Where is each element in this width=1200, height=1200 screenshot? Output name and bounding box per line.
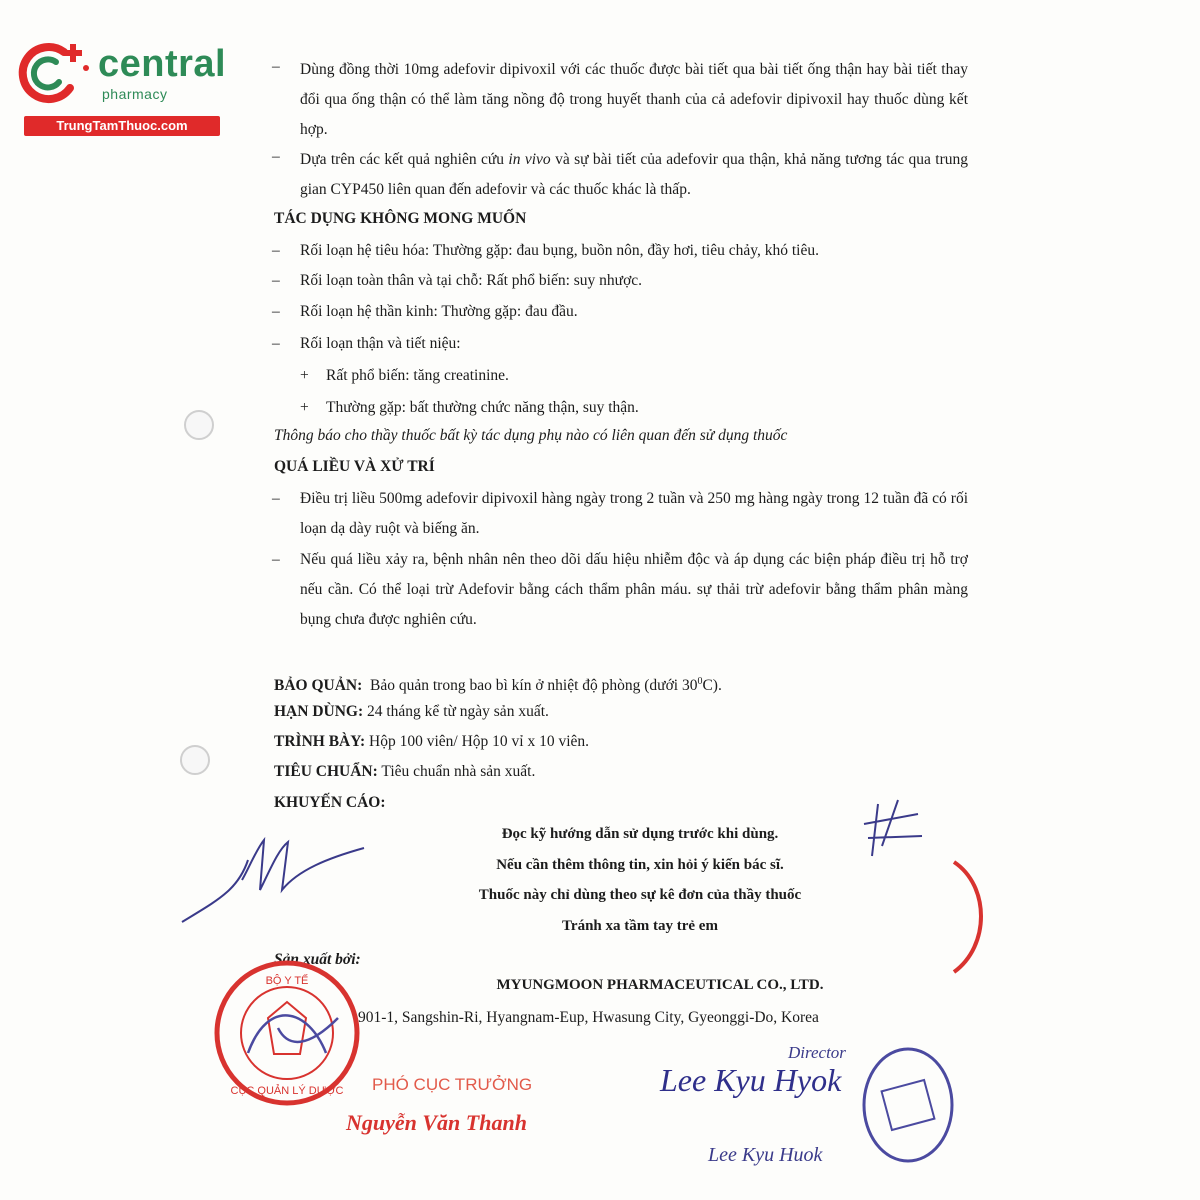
bullet-dash: – [272, 242, 280, 259]
brand-sub: pharmacy [102, 86, 168, 102]
manufacturer-address: 901-1, Sangshin-Ri, Hyangnam-Eup, Hwasung City, Gyeonggi-Do, Korea [358, 1009, 819, 1026]
shelf-label: HẠN DÙNG: [274, 703, 364, 720]
bullet-dash: – [272, 551, 280, 568]
punch-hole [184, 410, 214, 440]
side-effect-item: Rối loạn toàn thân và tại chỗ: Rất phổ biến: suy nhược. [300, 272, 643, 289]
bullet-dash: – [272, 303, 280, 320]
warning-line [274, 788, 386, 818]
bullet-plus: + [300, 399, 309, 416]
bullet-plus: + [300, 367, 309, 384]
director-signature: Lee Kyu Hyok [660, 1062, 842, 1098]
standard-label: TIÊU CHUẨN: [274, 763, 378, 780]
side-effect-item: Rối loạn thận và tiết niệu: [300, 335, 461, 352]
warning-text: Đọc kỹ hướng dẫn sử dụng trước khi dùng. [501, 826, 779, 842]
side-effect-item: Rối loạn hệ tiêu hóa: Thường gặp: đau bụng, buồn nôn, đầy hơi, tiêu chảy, khó tiêu. [300, 242, 819, 259]
overdose-paragraph-2: Nếu quá liều xảy ra, bệnh nhân nên theo dõi dấu hiệu nhiễm độc và áp dụng các biện pháp điều trị hỗ trợ nếu cần. Có thể loại trừ Adefovir bằng cách thẩm phân máu. sự thải trừ adefovir bằng thẩm phân màng bụng chưa được nghiên cứu. [300, 551, 968, 628]
storage-label: BẢO QUẢN: [274, 677, 363, 695]
warning-label: KHUYẾN CÁO: [274, 794, 386, 811]
side-effect-subitem: Thường gặp: bất thường chức năng thận, suy thận. [326, 399, 639, 416]
shelf-value: 24 tháng kể từ ngày sản xuất. [367, 703, 549, 720]
director-printed-name: Lee Kyu Huok [708, 1144, 823, 1166]
standard-value: Tiêu chuẩn nhà sản xuất. [381, 763, 536, 780]
text-segment: Dựa trên các kết quả nghiên cứu [300, 151, 509, 168]
section-heading-overdose: QUÁ LIỀU VÀ XỬ TRÍ [274, 458, 435, 475]
side-effect-item: Rối loạn hệ thần kinh: Thường gặp: đau đầu. [300, 303, 578, 320]
approval-stamp-seal [208, 958, 366, 1108]
warning-text: Nếu cần thêm thông tin, xin hỏi ý kiến bác sĩ. [496, 857, 784, 873]
manufacturer-label: Sản xuất bởi: [274, 951, 361, 968]
approval-name: Nguyễn Văn Thanh [346, 1110, 527, 1135]
punch-hole [180, 745, 210, 775]
warning-text: Thuốc này chỉ dùng theo sự kê đơn của thầy thuốc [478, 887, 802, 903]
side-effect-note: Thông báo cho thầy thuốc bất kỳ tác dụng phụ nào có liên quan đến sử dụng thuốc [274, 427, 788, 444]
standard-line [274, 757, 535, 787]
partial-stamp-right [950, 856, 990, 976]
manufacturer-name: MYUNGMOON PHARMACEUTICAL CO., LTD. [496, 977, 824, 993]
shelf-life-line [274, 697, 549, 727]
overdose-paragraph-1: Điều trị liều 500mg adefovir dipivoxil hàng ngày trong 2 tuần và 250 mg hàng ngày trong 12 tuần đã có rối loạn dạ dày ruột và biếng ăn. [300, 490, 968, 537]
pharmacy-cross-icon [12, 38, 92, 113]
section-heading-side-effects: TÁC DỤNG KHÔNG MONG MUỐN [274, 210, 527, 227]
director-title: Director [788, 1043, 846, 1062]
approval-title: PHÓ CỤC TRƯỞNG [372, 1075, 533, 1094]
signature-right-image [858, 796, 928, 866]
storage-sup: 0 [697, 676, 703, 687]
storage-value: Bảo quản trong bao bì kín ở nhiệt độ phòng (dưới 30 [370, 677, 698, 695]
central-pharmacy-logo[interactable] [12, 38, 227, 138]
pack-label: TRÌNH BÀY: [274, 733, 366, 750]
bullet-dash: – [272, 148, 280, 165]
interaction-paragraph-2 [300, 145, 968, 205]
package-line [274, 727, 589, 757]
storage-tail: C). [702, 677, 722, 695]
approval-stamp [208, 958, 366, 1108]
svg-text:BỘ Y TẾ: BỘ Y TẾ [265, 975, 309, 987]
signature-left-image [178, 830, 368, 930]
bullet-dash: – [272, 490, 280, 507]
warning-text: Tránh xa tầm tay trẻ em [562, 918, 718, 934]
bullet-dash: – [272, 58, 280, 75]
brand-name: central [98, 43, 227, 85]
bullet-dash: – [272, 272, 280, 289]
interaction-paragraph-1: Dùng đồng thời 10mg adefovir dipivoxil với các thuốc được bài tiết qua bài tiết ống thận hay bài tiết thay đổi qua ống thận có thể làm tăng nồng độ trong huyết thanh của cả adefovir dipivoxil hay thuốc dùng kết hợp. [300, 61, 968, 138]
company-seal [858, 1045, 958, 1165]
text-segment-italic: in vivo [508, 151, 551, 168]
side-effect-subitem: Rất phổ biến: tăng creatinine. [326, 367, 509, 384]
bullet-dash: – [272, 335, 280, 352]
text-segment: và sự bài tiết của adefovir qua thận, khả năng tương tác qua trung gian CYP450 liên quan đến adefovir và các thuốc khác là thấp. [300, 151, 968, 198]
svg-text:CỤC QUẢN LÝ DƯỢC: CỤC QUẢN LÝ DƯỢC [230, 1085, 344, 1097]
brand-url[interactable]: TrungTamThuoc.com [24, 116, 220, 136]
pack-value: Hộp 100 viên/ Hộp 10 vỉ x 10 viên. [369, 733, 590, 750]
